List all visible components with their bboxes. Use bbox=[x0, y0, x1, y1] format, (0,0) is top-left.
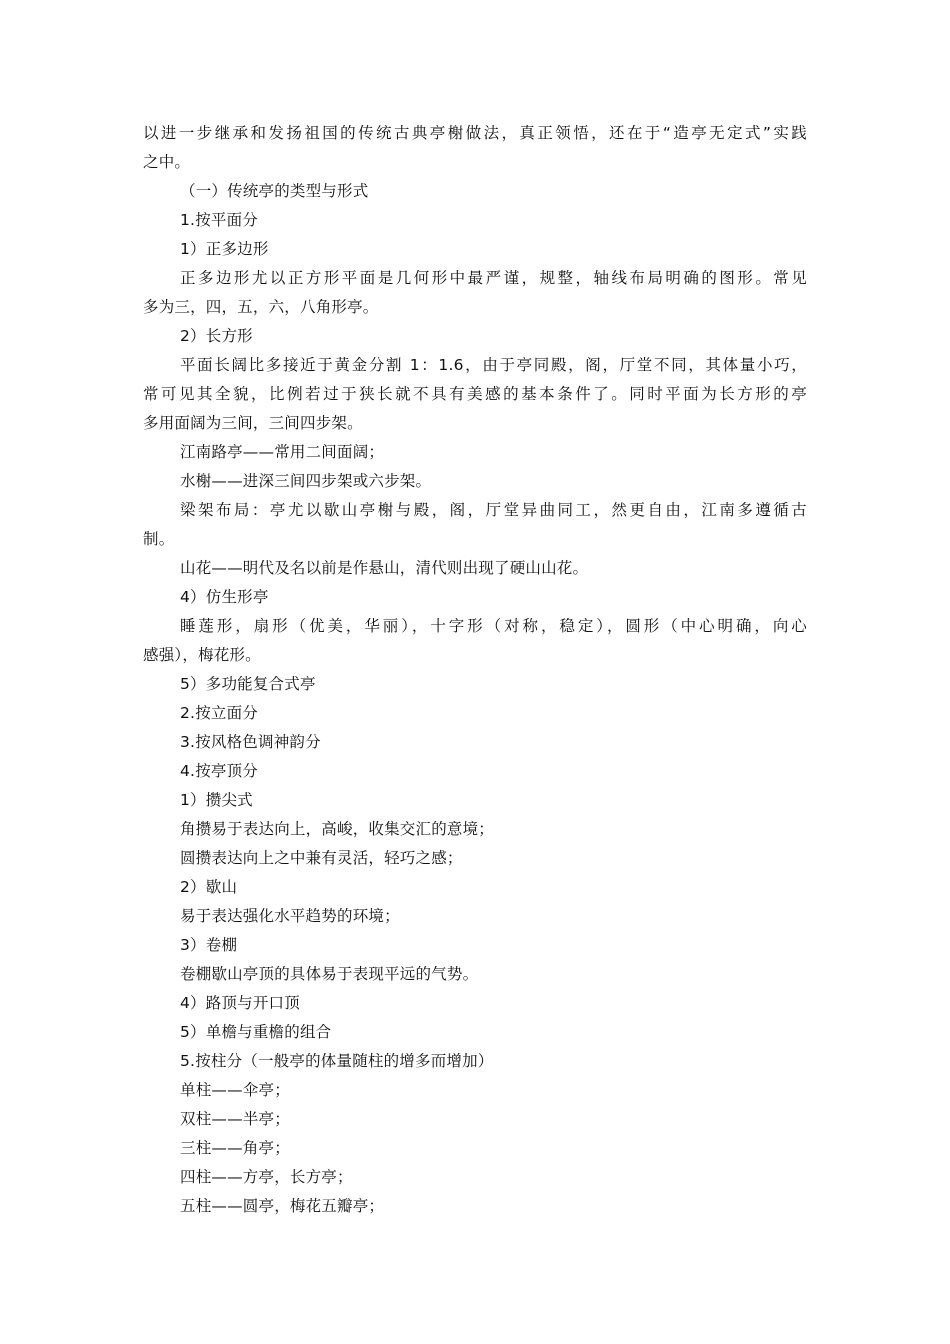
text-line: 梁架布局：亭尤以歇山亭榭与殿，阁，厅堂异曲同工，然更自由，江南多遵循古 bbox=[180, 501, 807, 519]
text-line: 卷棚歇山亭顶的具体易于表现平远的气势。 bbox=[180, 965, 479, 983]
text-line: 常可见其全貌，比例若过于狭长就不具有美感的基本条件了。同时平面为长方形的亭 bbox=[143, 385, 807, 403]
text-line: 多用面阔为三间，三间四步架。 bbox=[143, 414, 363, 432]
text-line: 5）单檐与重檐的组合 bbox=[180, 1023, 332, 1041]
text-line: 以进一步继承和发扬祖国的传统古典亭榭做法，真正领悟，还在于“造亭无定式”实践 bbox=[143, 124, 807, 142]
text-line: 4.按亭顶分 bbox=[180, 762, 258, 780]
text-line: 3.按风格色调神韵分 bbox=[180, 733, 321, 751]
text-line: 1.按平面分 bbox=[180, 211, 258, 229]
text-line: 4）仿生形亭 bbox=[180, 588, 269, 606]
text-line: 四柱——方亭，长方亭； bbox=[180, 1168, 353, 1186]
text-line: 圆攒表达向上之中兼有灵活，轻巧之感； bbox=[180, 849, 463, 867]
text-line: （一）传统亭的类型与形式 bbox=[180, 182, 369, 200]
text-line: 正多边形尤以正方形平面是几何形中最严谨，规整，轴线布局明确的图形。常见 bbox=[180, 269, 807, 287]
text-line: 江南路亭——常用二间面阔； bbox=[180, 443, 385, 461]
text-line: 制。 bbox=[143, 530, 175, 548]
text-line: 山花——明代及名以前是作悬山，清代则出现了硬山山花。 bbox=[180, 559, 589, 577]
text-line: 之中。 bbox=[143, 153, 191, 171]
text-line: 三柱——角亭； bbox=[180, 1139, 290, 1157]
text-line: 睡莲形，扇形（优美，华丽），十字形（对称，稳定），圆形（中心明确，向心 bbox=[180, 617, 807, 635]
text-line: 5.按柱分（一般亭的体量随柱的增多而增加） bbox=[180, 1052, 494, 1070]
document-body bbox=[143, 119, 807, 1221]
text-line: 感强），梅花形。 bbox=[143, 646, 261, 664]
text-line: 2）长方形 bbox=[180, 327, 253, 345]
text-line: 多为三，四，五，六，八角形亭。 bbox=[143, 298, 379, 316]
text-line: 五柱——圆亭，梅花五瓣亭； bbox=[180, 1197, 385, 1215]
text-line: 1）攒尖式 bbox=[180, 791, 253, 809]
text-line: 双柱——半亭； bbox=[180, 1110, 290, 1128]
text-line: 1）正多边形 bbox=[180, 240, 269, 258]
text-line: 单柱——伞亭； bbox=[180, 1081, 290, 1099]
text-line: 平面长阔比多接近于黄金分割 1：1.6，由于亭同殿，阁，厅堂不同，其体量小巧， bbox=[180, 356, 807, 374]
text-line: 2.按立面分 bbox=[180, 704, 258, 722]
text-line: 3）卷棚 bbox=[180, 936, 238, 954]
text-line: 易于表达强化水平趋势的环境； bbox=[180, 907, 400, 925]
text-line: 2）歇山 bbox=[180, 878, 238, 896]
text-line: 4）路顶与开口顶 bbox=[180, 994, 300, 1012]
text-line: 角攒易于表达向上，高峻，收集交汇的意境； bbox=[180, 820, 495, 838]
text-line: 水榭——进深三间四步架或六步架。 bbox=[180, 472, 432, 490]
text-line: 5）多功能复合式亭 bbox=[180, 675, 316, 693]
